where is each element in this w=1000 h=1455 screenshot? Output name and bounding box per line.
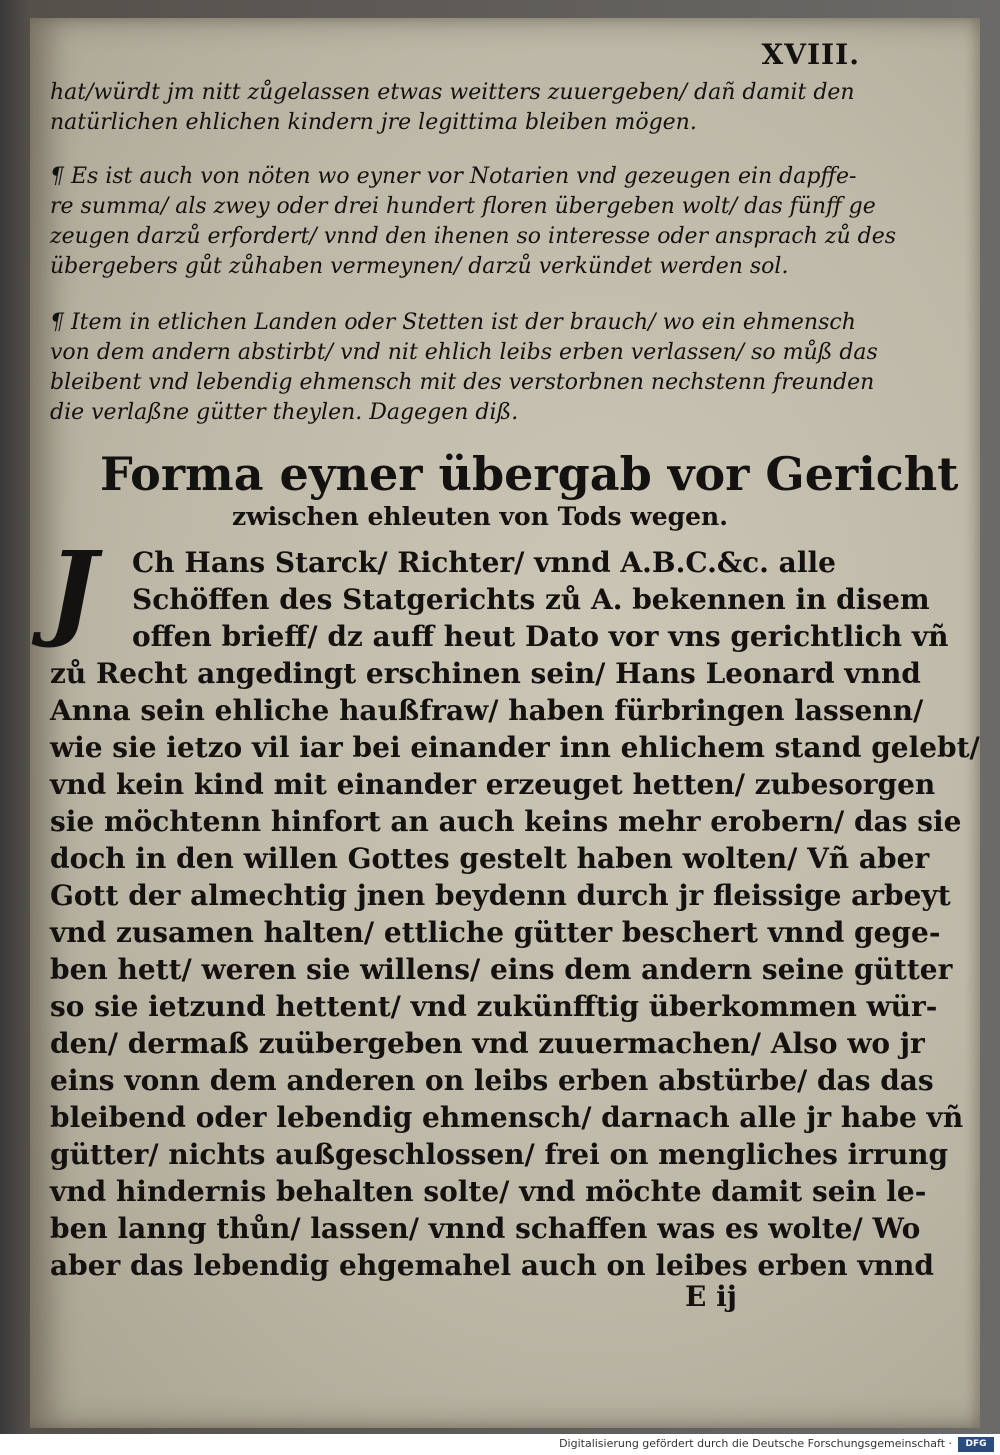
text-line: vnd kein kind mit einander erzeuget hetten/ zubesorgen <box>50 768 936 801</box>
text-line: ben hett/ weren sie willens/ eins dem andern seine gütter <box>50 953 953 986</box>
decorated-initial: J <box>48 528 98 651</box>
text-line: re summa/ als zwey oder drei hundert floren übergeben wolt/ das fünff ge <box>50 194 876 219</box>
main-text <box>50 544 980 1284</box>
paragraph-3 <box>50 308 880 428</box>
text-line: Anna sein ehliche haußfraw/ haben fürbringen lassenn/ <box>50 694 924 727</box>
text-line: offen brieff/ dz auff heut Dato vor vns gerichtlich vñ <box>132 620 949 653</box>
section-subheading: zwischen ehleuten von Tods wegen. <box>232 502 728 531</box>
text-line: natürlichen ehlichen kindern jre legittima bleiben mögen. <box>50 110 697 135</box>
book-page <box>30 18 980 1428</box>
text-line: die verlaßne gütter theylen. Dagegen diß. <box>50 400 519 425</box>
text-line: ¶ Item in etlichen Landen oder Stetten ist der brauch/ wo ein ehmensch <box>50 310 856 335</box>
text-line: aber das lebendig ehgemahel auch on leibes erben vnnd <box>50 1249 934 1282</box>
text-line: zů Recht angedingt erschinen sein/ Hans Leonard vnnd <box>50 657 921 690</box>
dfg-logo-icon: DFG <box>958 1437 994 1452</box>
paragraph-2 <box>50 162 897 282</box>
text-line: eins vonn dem anderen on leibs erben abstürbe/ das das <box>50 1064 934 1097</box>
text-line: Schöffen des Statgerichts zů A. bekennen in disem <box>132 583 930 616</box>
text-line: Ch Hans Starck/ Richter/ vnnd A.B.C.&c. alle <box>132 546 836 579</box>
text-line: vnd zusamen halten/ ettliche gütter beschert vnnd gege- <box>50 916 941 949</box>
funding-credit: Digitalisierung gefördert durch die Deutsche Forschungsgemeinschaft · <box>559 1437 952 1450</box>
text-line: ben lanng thůn/ lassen/ vnnd schaffen was es wolte/ Wo <box>50 1212 921 1245</box>
text-line: ¶ Es ist auch von nöten wo eyner vor Notarien vnd gezeugen ein dapffe- <box>50 164 857 189</box>
paragraph-1 <box>50 78 880 138</box>
text-line: bleibend oder lebendig ehmensch/ darnach alle jr habe vñ <box>50 1101 964 1134</box>
text-line: vnd hindernis behalten solte/ vnd möchte damit sein le- <box>50 1175 927 1208</box>
text-line: hat/würdt jm nitt zůgelassen etwas weitters zuuergeben/ dañ damit den <box>50 80 855 105</box>
section-heading: Forma eyner übergab vor Gericht <box>100 447 959 501</box>
footer-bar <box>0 1434 1000 1455</box>
text-line: Gott der almechtig jnen beydenn durch jr fleissige arbeyt <box>50 879 951 912</box>
folio-number: XVIII. <box>761 38 860 71</box>
text-line: sie möchtenn hinfort an auch keins mehr erobern/ das sie <box>50 805 962 838</box>
text-line: bleibent vnd lebendig ehmensch mit des verstorbnen nechstenn freunden <box>50 370 875 395</box>
text-line: gütter/ nichts außgeschlossen/ frei on mengliches irrung <box>50 1138 949 1171</box>
text-line: von dem andern abstirbt/ vnd nit ehlich leibs erben verlassen/ so můß das <box>50 340 878 365</box>
text-line: doch in den willen Gottes gestelt haben wolten/ Vñ aber <box>50 842 930 875</box>
text-line: übergebers gůt zůhaben vermeynen/ darzů verkündet werden sol. <box>50 254 789 279</box>
signature-catchword: E ij <box>685 1280 737 1313</box>
text-line: wie sie ietzo vil iar bei einander inn ehlichem stand gelebt/ <box>50 731 980 764</box>
text-line: den/ dermaß zuübergeben vnd zuuermachen/ Also wo jr <box>50 1027 925 1060</box>
text-line: zeugen darzů erfordert/ vnnd den ihenen so interesse oder ansprach zů des <box>50 224 897 249</box>
text-line: so sie ietzund hettent/ vnd zukünfftig überkommen wür- <box>50 990 938 1023</box>
